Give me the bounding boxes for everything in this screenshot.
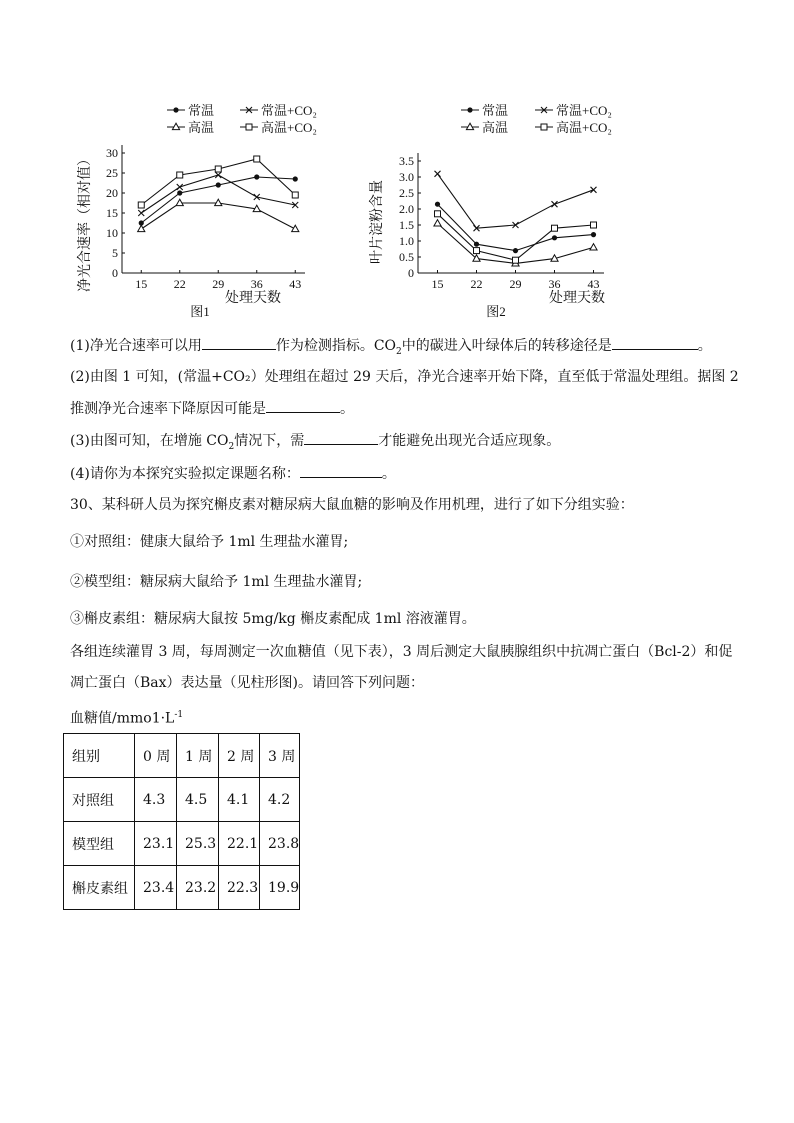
question-4 (70, 463, 396, 484)
y-tick-label: 1.0 (399, 234, 414, 248)
x-tick-label: 15 (135, 277, 148, 291)
x-tick-label: 15 (431, 277, 444, 291)
q3-text-b: 情况下，需 (234, 433, 305, 449)
table-cell: 23.1 (135, 822, 177, 866)
y-tick-label: 2.5 (399, 186, 414, 200)
data-point (434, 220, 441, 226)
table-cell: 23.8 (260, 822, 300, 866)
q3-text-a: (3)由图可知，在增施 CO (70, 433, 229, 449)
q30-method1-text: 各组连续灌胃 3 周，每周测定一次血糖值（见下表），3 周后测定大鼠胰腺组织中抗凋亡蛋白（Bcl-2）和促 (70, 644, 733, 660)
data-point (177, 190, 182, 195)
legend-label: 常温+CO₂ (261, 103, 317, 118)
y-tick-label: 25 (106, 166, 118, 180)
q3-blank[interactable] (304, 430, 378, 445)
legend-marker (173, 107, 178, 112)
y-axis-label: 净光合速率（相对值） (78, 152, 93, 292)
q2-line1: (2)由图 1 可知，(常温+CO₂）处理组在超过 29 天后，净光合速率开始下降，直至低于常温处理组。据图 2 (70, 369, 739, 385)
table-header-cell: 0 周 (135, 734, 177, 778)
question-30-group-3 (70, 609, 476, 629)
question-2-line-2 (70, 398, 354, 419)
table-header-cell: 3 周 (260, 734, 300, 778)
data-point (177, 172, 183, 178)
x-tick-label: 29 (509, 277, 522, 291)
q1-blank-1[interactable] (202, 335, 276, 350)
legend-label: 高温+CO₂ (556, 120, 612, 135)
legend-label: 常温+CO₂ (556, 103, 612, 118)
q3-sub: 2 (228, 441, 235, 452)
q1-text-a: (1)净光合速率可以用 (70, 338, 202, 354)
q1-sub: 2 (396, 346, 402, 357)
table-cell: 19.9 (260, 866, 300, 910)
legend-label: 常温 (188, 103, 215, 118)
q30-group2-text: ②模型组：糖尿病大鼠给予 1ml 生理盐水灌胃; (70, 574, 363, 590)
y-tick-label: 0 (408, 266, 414, 280)
series-line (141, 203, 295, 229)
q4-blank[interactable] (300, 463, 382, 478)
q1-text-d: 。 (697, 338, 712, 354)
legend-marker (466, 123, 473, 129)
y-tick-label: 3.5 (399, 154, 414, 168)
data-point (552, 225, 558, 231)
x-tick-label: 22 (173, 277, 186, 291)
data-point (254, 174, 259, 179)
table-header-cell: 1 周 (177, 734, 219, 778)
table-cell: 4.3 (135, 778, 177, 822)
legend-label: 常温 (482, 103, 509, 118)
legend-label: 高温 (188, 120, 215, 135)
data-point (292, 225, 299, 231)
data-point (215, 172, 221, 178)
q4-text-b: 。 (381, 466, 396, 482)
q2-blank[interactable] (266, 398, 340, 413)
table-caption-text: 血糖值/mmo1·L (70, 710, 175, 727)
data-point (215, 166, 221, 172)
table-cell: 模型组 (64, 822, 135, 866)
y-axis-label: 叶片淀粉含量 (370, 180, 385, 264)
table-cell: 23.4 (135, 866, 177, 910)
y-tick-label: 30 (106, 146, 118, 160)
question-30-method-1 (70, 642, 732, 662)
x-axis-label: 处理天数 (549, 291, 605, 306)
figure-2-chart (365, 98, 640, 320)
x-tick-label: 22 (470, 277, 483, 291)
legend-label: 高温+CO₂ (261, 120, 317, 135)
data-point (138, 202, 144, 208)
data-point (591, 232, 596, 237)
data-point (435, 202, 440, 207)
data-point (435, 171, 441, 177)
legend-marker (467, 107, 472, 112)
question-30-method-2 (70, 673, 424, 693)
q2-line2b: 。 (340, 401, 354, 417)
data-point (254, 156, 260, 162)
figure-caption: 图2 (486, 304, 506, 319)
q3-text-c: 才能避免出现光合适应现象。 (378, 433, 561, 449)
table-cell: 25.3 (177, 822, 219, 866)
question-1 (70, 335, 712, 362)
data-point (474, 242, 479, 247)
question-30-group-1 (70, 532, 348, 552)
y-tick-label: 2.0 (399, 202, 414, 216)
q4-text-a: (4)请你为本探究实验拟定课题名称： (70, 466, 300, 482)
question-30-intro (70, 495, 634, 515)
q30-intro-text: 30、某科研人员为探究槲皮素对糖尿病大鼠血糖的影响及作用机理，进行了如下分组实验： (70, 497, 634, 513)
data-point (513, 257, 519, 263)
table-cell: 22.1 (219, 822, 260, 866)
q2-line2a: 推测净光合速率下降原因可能是 (70, 401, 266, 417)
table-cell: 23.2 (177, 866, 219, 910)
q30-method2-text: 凋亡蛋白（Bax）表达量（见柱形图)。请回答下列问题： (70, 675, 424, 691)
figure-2 (365, 98, 640, 320)
x-tick-label: 43 (289, 277, 302, 291)
question-3 (70, 430, 560, 457)
y-tick-label: 1.5 (399, 218, 414, 232)
data-point (138, 210, 144, 216)
data-point (293, 176, 298, 181)
series-line (141, 175, 295, 213)
question-30-group-2 (70, 572, 362, 592)
data-point (215, 199, 222, 205)
table-row (64, 822, 300, 866)
legend-marker (541, 124, 547, 130)
data-point (216, 182, 221, 187)
table-header-cell: 2 周 (219, 734, 260, 778)
table-header-row (64, 734, 300, 778)
y-tick-label: 3.0 (399, 170, 414, 184)
legend-marker (246, 124, 252, 130)
figure-1 (75, 98, 335, 320)
table-caption-sup: -1 (174, 710, 184, 720)
table-cell: 4.5 (177, 778, 219, 822)
table-row (64, 866, 300, 910)
series-line (438, 174, 594, 228)
y-tick-label: 10 (106, 226, 118, 240)
y-tick-label: 0.5 (399, 250, 414, 264)
table-cell: 槲皮素组 (64, 866, 135, 910)
data-point (292, 192, 298, 198)
data-point (591, 187, 597, 193)
table-caption (70, 705, 183, 729)
data-point (176, 199, 183, 205)
x-axis-label: 处理天数 (225, 291, 281, 306)
q30-group3-text: ③槲皮素组：糖尿病大鼠按 5mg/kg 槲皮素配成 1ml 溶液灌胃。 (70, 611, 476, 627)
y-tick-label: 20 (106, 186, 118, 200)
blood-sugar-table (63, 733, 300, 910)
y-tick-label: 0 (112, 266, 118, 280)
q1-text-b: 作为检测指标。CO (275, 338, 397, 354)
figure-caption: 图1 (190, 304, 210, 319)
table-cell: 对照组 (64, 778, 135, 822)
data-point (590, 244, 597, 250)
legend-label: 高温 (482, 120, 509, 135)
q1-text-c: 中的碳进入叶绿体后的转移途径是 (401, 338, 612, 354)
q30-group1-text: ①对照组：健康大鼠给予 1ml 生理盐水灌胃; (70, 534, 349, 550)
data-point (552, 201, 558, 207)
legend-marker (172, 123, 179, 129)
q1-blank-2[interactable] (612, 335, 698, 350)
table-cell: 4.2 (260, 778, 300, 822)
data-point (138, 225, 145, 231)
data-point (474, 248, 480, 254)
y-tick-label: 5 (112, 246, 118, 260)
data-point (177, 184, 183, 190)
x-tick-label: 43 (587, 277, 600, 291)
data-point (552, 235, 557, 240)
table-cell: 22.3 (219, 866, 260, 910)
table-header-cell: 组别 (64, 734, 135, 778)
x-tick-label: 36 (250, 277, 263, 291)
data-point (513, 248, 518, 253)
x-tick-label: 29 (212, 277, 225, 291)
question-2-line-1 (70, 367, 739, 387)
x-tick-label: 36 (548, 277, 561, 291)
figure-1-chart (75, 98, 335, 320)
data-point (435, 211, 441, 217)
y-tick-label: 15 (106, 206, 118, 220)
table-row (64, 778, 300, 822)
table-cell: 4.1 (219, 778, 260, 822)
data-point (591, 222, 597, 228)
